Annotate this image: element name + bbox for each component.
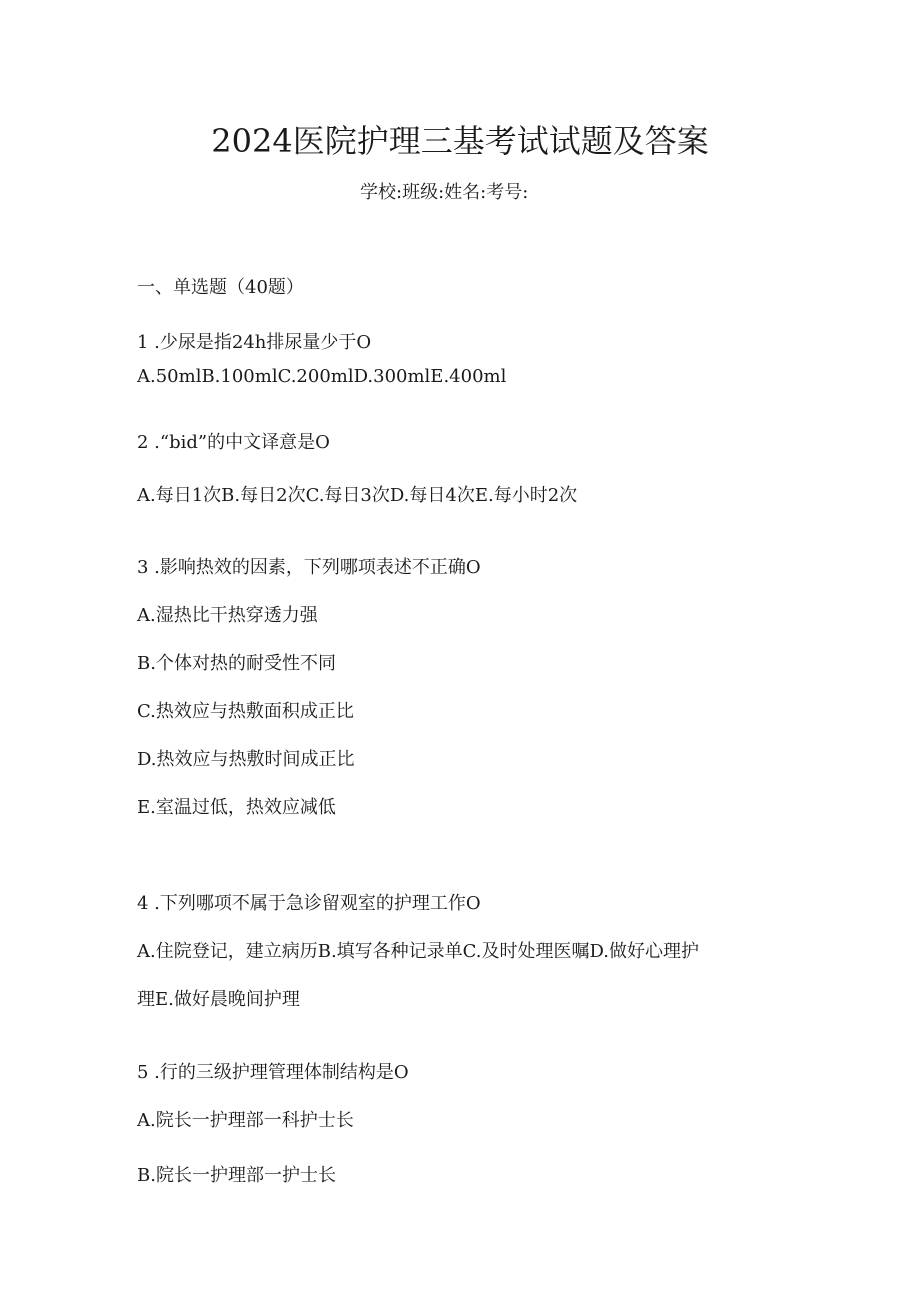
question-2-stem: 2 .“bid”的中文译意是O bbox=[137, 432, 330, 453]
question-5-option-a: A.院长一护理部一科护士长 bbox=[137, 1110, 354, 1131]
question-3-option-c: C.热效应与热敷面积成正比 bbox=[137, 701, 354, 722]
question-3-option-a: A.湿热比干热穿透力强 bbox=[137, 605, 318, 626]
question-5-stem: 5 .行的三级护理管理体制结构是O bbox=[137, 1062, 409, 1083]
question-1-stem: 1 .少尿是指24h排尿量少于O bbox=[137, 332, 372, 353]
section-heading: 一、单选题（40题） bbox=[137, 277, 304, 298]
question-1-options: A.50mlB.100mlC.200mlD.300mlE.400ml bbox=[137, 366, 507, 387]
question-3-stem: 3 .影响热效的因素，下列哪项表述不正确O bbox=[137, 557, 481, 578]
student-info-line: 学校:班级:姓名:考号: bbox=[360, 182, 529, 203]
document-title: 2024医院护理三基考试试题及答案 bbox=[211, 122, 709, 160]
question-4-stem: 4 .下列哪项不属于急诊留观室的护理工作O bbox=[137, 893, 481, 914]
question-2-options: A.每日1次B.每日2次C.每日3次D.每日4次E.每小时2次 bbox=[137, 485, 578, 506]
question-4-options-line-1: A.住院登记，建立病历B.填写各种记录单C.及时处理医嘱D.做好心理护 bbox=[137, 941, 700, 962]
question-5-option-b: B.院长一护理部一护士长 bbox=[137, 1165, 336, 1186]
question-3-option-b: B.个体对热的耐受性不同 bbox=[137, 653, 336, 674]
question-4-options-line-2: 理E.做好晨晚间护理 bbox=[137, 989, 300, 1010]
question-3-option-d: D.热效应与热敷时间成正比 bbox=[137, 749, 355, 770]
question-3-option-e: E.室温过低，热效应减低 bbox=[137, 797, 336, 818]
